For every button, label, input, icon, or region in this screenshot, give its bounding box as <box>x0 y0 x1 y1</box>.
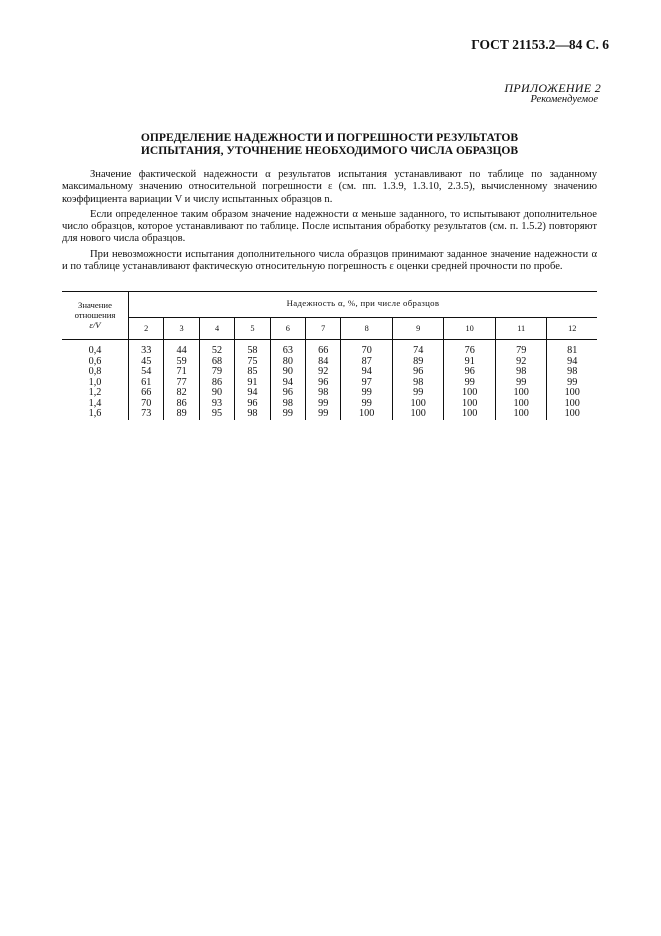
appendix-title: ПРИЛОЖЕНИЕ 2 <box>504 81 601 95</box>
value-cell: 58 <box>235 340 270 357</box>
value-cell: 98 <box>270 399 305 410</box>
value-cell: 74 <box>392 340 444 357</box>
value-cell: 96 <box>270 388 305 399</box>
column-header: 5 <box>235 318 270 340</box>
span-header: Надежность α, %, при числе образцов <box>129 292 598 318</box>
value-cell: 87 <box>341 357 393 368</box>
value-cell: 100 <box>495 399 547 410</box>
value-cell: 100 <box>547 399 597 410</box>
value-cell: 66 <box>129 388 164 399</box>
value-cell: 92 <box>495 357 547 368</box>
row-header-symbol: ε/V <box>89 319 101 330</box>
ratio-cell: 1,0 <box>88 376 102 388</box>
value-cell: 100 <box>444 388 496 399</box>
body-text <box>62 169 597 273</box>
value-cell: 59 <box>164 357 199 368</box>
value-cell: 100 <box>392 409 444 420</box>
value-cell: 98 <box>495 367 547 378</box>
value-cell: 96 <box>444 367 496 378</box>
ratio-cell: 0,4 <box>88 345 102 356</box>
ratio-cell: 1,4 <box>88 397 102 409</box>
column-header: 8 <box>341 318 393 340</box>
value-cell: 100 <box>547 388 597 399</box>
value-cell: 85 <box>235 367 270 378</box>
paragraph: При невозможности испытания дополнительного числа образцов принимают заданное значение надежности α и по таблице устанавливают фактическую относительную погрешность ε оценки средней прочности по пробе. <box>62 248 597 273</box>
table-row <box>62 367 597 378</box>
value-cell: 94 <box>235 388 270 399</box>
row-header <box>62 292 129 340</box>
value-cell: 45 <box>129 357 164 368</box>
value-cell: 91 <box>444 357 496 368</box>
value-cell: 86 <box>164 399 199 410</box>
value-cell: 96 <box>235 399 270 410</box>
value-cell: 89 <box>164 409 199 420</box>
value-cell: 99 <box>547 378 597 389</box>
value-cell: 94 <box>270 378 305 389</box>
value-cell: 99 <box>341 399 393 410</box>
paragraph: Значение фактической надежности α результатов испытания устанавливают по таблице по заданному максимальному значению относительной погрешности ε (см. пп. 1.3.9, 1.3.10, 2.3.5), вычисленному значению коэффициента вариации V и числу испытанных образцов n. <box>62 169 597 205</box>
value-cell: 98 <box>235 409 270 420</box>
value-cell: 73 <box>129 409 164 420</box>
value-cell: 63 <box>270 340 305 357</box>
value-cell: 99 <box>495 378 547 389</box>
value-cell: 96 <box>392 367 444 378</box>
column-header: 6 <box>270 318 305 340</box>
appendix-subtitle: Рекомендуемое <box>530 94 598 105</box>
section-title <box>62 132 597 157</box>
value-cell: 52 <box>199 340 234 357</box>
value-cell: 66 <box>306 340 341 357</box>
document-code: ГОСТ 21153.2—84 С. 6 <box>471 37 609 52</box>
value-cell: 100 <box>341 409 393 420</box>
value-cell: 96 <box>306 378 341 389</box>
column-header: 10 <box>444 318 496 340</box>
value-cell: 54 <box>129 367 164 378</box>
ratio-cell: 1,2 <box>88 387 102 398</box>
value-cell: 92 <box>306 367 341 378</box>
value-cell: 89 <box>392 357 444 368</box>
value-cell: 70 <box>129 399 164 410</box>
column-header: 3 <box>164 318 199 340</box>
column-header: 12 <box>547 318 597 340</box>
value-cell: 100 <box>444 399 496 410</box>
value-cell: 70 <box>341 340 393 357</box>
table-row <box>62 340 597 357</box>
value-cell: 61 <box>129 378 164 389</box>
column-header: 2 <box>129 318 164 340</box>
value-cell: 100 <box>547 409 597 420</box>
value-cell: 81 <box>547 340 597 357</box>
value-cell: 99 <box>392 388 444 399</box>
ratio-cell: 0,8 <box>88 366 102 377</box>
section-title-line: ИСПЫТАНИЯ, УТОЧНЕНИЕ НЕОБХОДИМОГО ЧИСЛА ОБРАЗЦОВ <box>140 143 519 157</box>
value-cell: 44 <box>164 340 199 357</box>
column-header: 9 <box>392 318 444 340</box>
value-cell: 84 <box>306 357 341 368</box>
value-cell: 98 <box>306 388 341 399</box>
value-cell: 86 <box>199 378 234 389</box>
value-cell: 94 <box>341 367 393 378</box>
value-cell: 68 <box>199 357 234 368</box>
ratio-cell: 1,6 <box>88 408 102 419</box>
value-cell: 71 <box>164 367 199 378</box>
reliability-table <box>62 291 597 420</box>
column-header: 4 <box>199 318 234 340</box>
value-cell: 90 <box>199 388 234 399</box>
value-cell: 100 <box>392 399 444 410</box>
ratio-cell: 0,6 <box>88 355 102 367</box>
value-cell: 99 <box>341 388 393 399</box>
table-row <box>62 388 597 399</box>
column-header: 7 <box>306 318 341 340</box>
value-cell: 93 <box>199 399 234 410</box>
value-cell: 91 <box>235 378 270 389</box>
value-cell: 94 <box>547 357 597 368</box>
row-header-line: отношения <box>74 309 116 320</box>
value-cell: 75 <box>235 357 270 368</box>
value-cell: 79 <box>199 367 234 378</box>
column-header: 11 <box>495 318 547 340</box>
row-header-line: Значение <box>78 299 112 310</box>
value-cell: 99 <box>306 399 341 410</box>
value-cell: 80 <box>270 357 305 368</box>
value-cell: 100 <box>495 388 547 399</box>
value-cell: 77 <box>164 378 199 389</box>
value-cell: 79 <box>495 340 547 357</box>
value-cell: 99 <box>306 409 341 420</box>
value-cell: 97 <box>341 378 393 389</box>
value-cell: 100 <box>495 409 547 420</box>
value-cell: 100 <box>444 409 496 420</box>
table-row <box>62 409 597 420</box>
value-cell: 33 <box>129 340 164 357</box>
value-cell: 90 <box>270 367 305 378</box>
value-cell: 99 <box>444 378 496 389</box>
value-cell: 76 <box>444 340 496 357</box>
value-cell: 98 <box>392 378 444 389</box>
paragraph: Если определенное таким образом значение надежности α меньше заданного, то испытывают дополнительное число образцов, которое устанавливают по таблице. После испытания обработку результатов (см. п. 1.5.2) повторяют для нового числа образцов. <box>62 208 597 245</box>
section-title-line: ОПРЕДЕЛЕНИЕ НАДЕЖНОСТИ И ПОГРЕШНОСТИ РЕЗУЛЬТАТОВ <box>140 131 519 144</box>
value-cell: 82 <box>164 388 199 399</box>
value-cell: 95 <box>199 409 234 420</box>
value-cell: 99 <box>270 409 305 420</box>
value-cell: 98 <box>547 367 597 378</box>
